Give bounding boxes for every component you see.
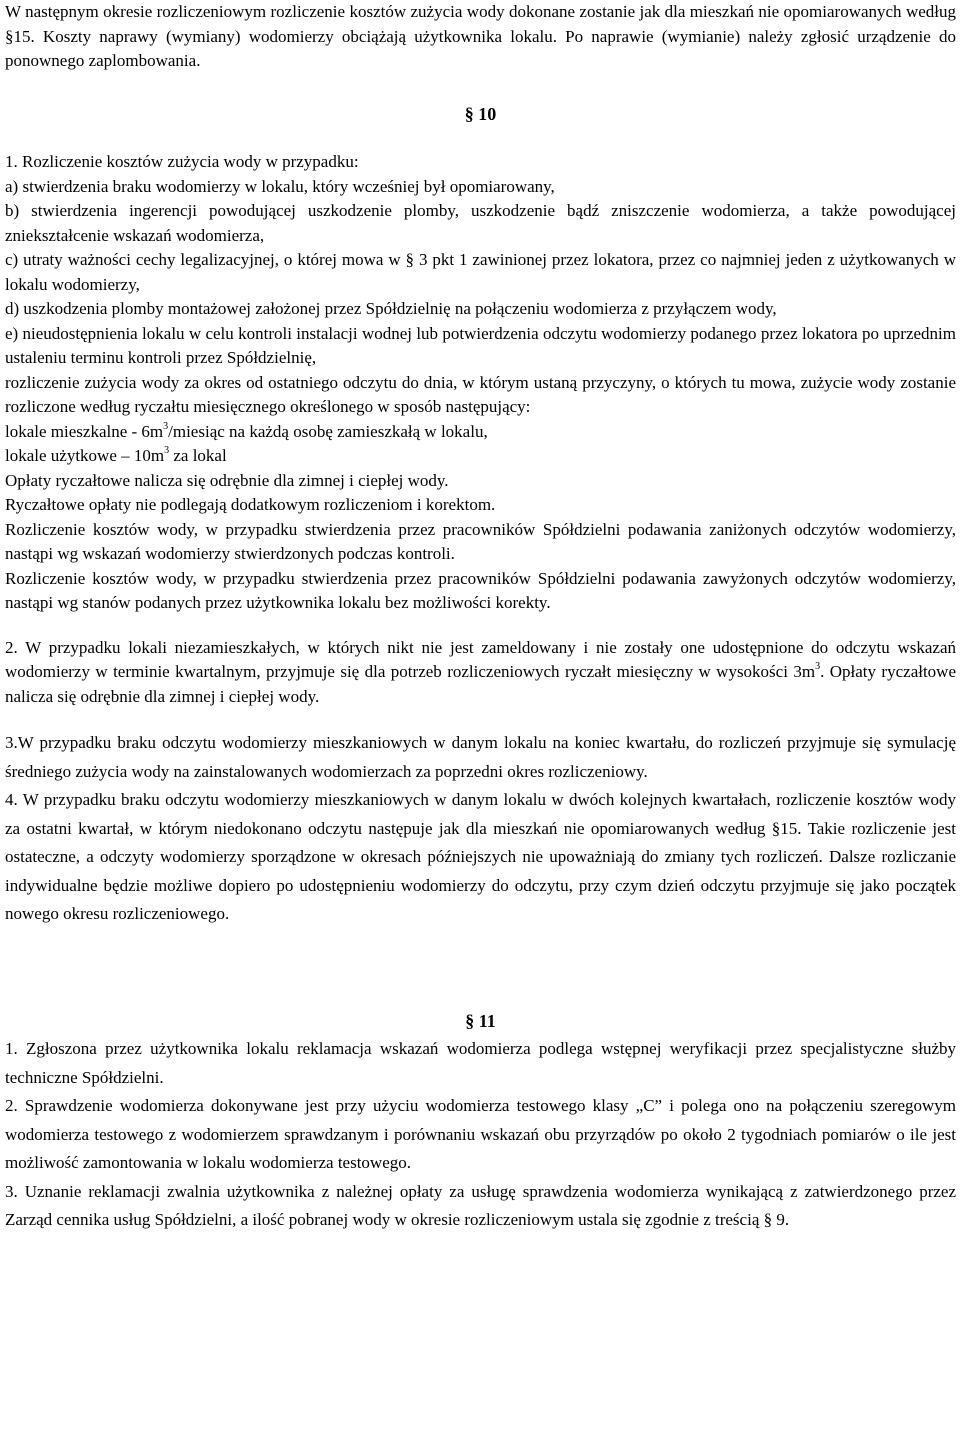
rate-commercial — [5, 444, 956, 469]
section11-point2: 2. Sprawdzenie wodomierza dokonywane jest przy użyciu wodomierza testowego klasy „C” i polega ono na połączeniu szeregowym wodomierza testowego z wodomierzem sprawdzanym i porównaniu wskazań obu przyrządów po około 2 tygodniach pomiarów o ile jest możliwość zamontowania w lokalu wodomierza testowego. — [5, 1096, 956, 1172]
rate-commercial-sup: 3 — [164, 445, 170, 457]
section11-point3: 3. Uznanie reklamacji zwalnia użytkownika z należnej opłaty za usługę sprawdzenia wodomierza wynikającą z zatwierdzonego przez Zarząd cennika usług Spółdzielni, a ilość pobranej wody w okresie rozliczeniowym ustala się zgodnie z treścią § 9. — [5, 1181, 956, 1229]
section-heading-11: § 11 — [465, 1010, 496, 1031]
overstated-readings-paragraph: Rozliczenie kosztów wody, w przypadku stwierdzenia przez pracowników Spółdzielni podawania zawyżonych odczytów wodomierzy, nastąpi wg stanów podanych przez użytkownika lokalu bez możliwości korekty. — [5, 568, 956, 612]
section10-point1-result: rozliczenie zużycia wody za okres od ostatniego odczytu do dnia, w którym ustaną przyczyny, o których tu mowa, zużycie wody zostanie rozliczone według ryczałtu miesięcznego określonego w sposób następujący: — [5, 372, 956, 416]
understated-readings-paragraph: Rozliczenie kosztów wody, w przypadku stwierdzenia przez pracowników Spółdzielni podawania zaniżonych odczytów wodomierzy, nastąpi wg wskazań wodomierzy stwierdzonych podczas kontroli. — [5, 519, 956, 563]
rate-residential-sup: 3 — [163, 420, 169, 432]
rate-commercial-suffix: za lokal — [169, 446, 227, 465]
section10-point2-suffix: . Opłaty ryczałtowe nalicza się odrębnie dla zimnej i ciepłej wody. — [5, 662, 957, 706]
rate-residential — [5, 420, 956, 445]
rate-residential-prefix: lokale mieszkalne - 6m — [5, 421, 164, 441]
section10-point1-b: b) stwierdzenia ingerencji powodującej uszkodzenie plomby, uszkodzenie bądź zniszczenie wodomierza, a także powodującej zniekształcenie wskazań wodomierza, — [5, 201, 956, 245]
section-heading-10: § 10 — [464, 103, 497, 124]
section10-point1-intro: 1. Rozliczenie kosztów zużycia wody w przypadku: — [5, 152, 359, 171]
section11-point1: 1. Zgłoszona przez użytkownika lokalu reklamacja wskazań wodomierza podlega wstępnej weryfikacji przez specjalistyczne służby techniczne Spółdzielni. — [5, 1039, 956, 1087]
flat-fee-note: Opłaty ryczałtowe nalicza się odrębnie dla zimnej i ciepłej wody. — [5, 470, 449, 490]
section10-point1-a: a) stwierdzenia braku wodomierzy w lokalu, który wcześniej był opomiarowany, — [5, 176, 555, 196]
section10-point2 — [5, 636, 956, 710]
section10-point1-d: d) uszkodzenia plomby montażowej założonej przez Spółdzielnię na połączeniu wodomierza z przyłączem wody, — [5, 299, 777, 318]
section10-point2-prefix: 2. W przypadku lokali niezamieszkałych, w których nikt nie jest zameldowany i nie zostały one udostępnione do odczytu wskazań wodomierzy w terminie kwartalnym, przyjmuje się dla potrzeb rozliczeniowych ryczałt miesięczny w wysokości 3m — [5, 637, 956, 681]
section10-point1-e: e) nieudostępnienia lokalu w celu kontroli instalacji wodnej lub potwierdzenia odczytu wodomierzy podanego przez lokatora po uprzednim ustaleniu terminu kontroli przez Spółdzielnię, — [5, 323, 956, 367]
rate-residential-suffix: /miesiąc na każdą osobę zamieszkałą w lokalu, — [168, 421, 488, 441]
flat-fee-no-correction: Ryczałtowe opłaty nie podlegają dodatkowym rozliczeniom i korektom. — [5, 495, 496, 514]
section10-point4: 4. W przypadku braku odczytu wodomierzy mieszkaniowych w danym lokalu w dwóch kolejnych kwartałach, rozliczenie kosztów wody za ostatni kwartał, w którym niedokonano odczytu następuje jak dla mieszkań nie opomiarowanych według §15. Takie rozliczenie jest ostateczne, a odczyty wodomierzy sporządzone w okresach późniejszych nie upoważniają do zmiany tych rozliczeń. Dalsze rozliczanie indywidualne będzie możliwe dopiero po udostępnieniu wodomierzy do odczytu, przy czym dzień odczytu przyjmuje się jako początek nowego okresu rozliczeniowego. — [5, 790, 956, 923]
section10-point3: 3.W przypadku braku odczytu wodomierzy mieszkaniowych w danym lokalu na koniec kwartału, do rozliczeń przyjmuje się symulację średniego zużycia wody na zainstalowanych wodomierzach za poprzedni okres rozliczeniowy. — [5, 733, 956, 781]
section10-point1-c: c) utraty ważności cechy legalizacyjnej, o której mowa w § 3 pkt 1 zawinionej przez lokatora, przez co najmniej jeden z użytkowanych w lokalu wodomierzy, — [5, 250, 956, 294]
intro-paragraph: W następnym okresie rozliczeniowym rozliczenie kosztów zużycia wody dokonane zostanie jak dla mieszkań nie opomiarowanych według §15. Koszty naprawy (wymiany) wodomierzy obciążają użytkownika lokalu. Po naprawie (wymianie) należy zgłosić urządzenie do ponownego zaplombowania. — [5, 2, 956, 70]
rate-commercial-prefix: lokale użytkowe – 10m — [5, 446, 165, 465]
section10-point2-sup: 3 — [815, 661, 821, 673]
